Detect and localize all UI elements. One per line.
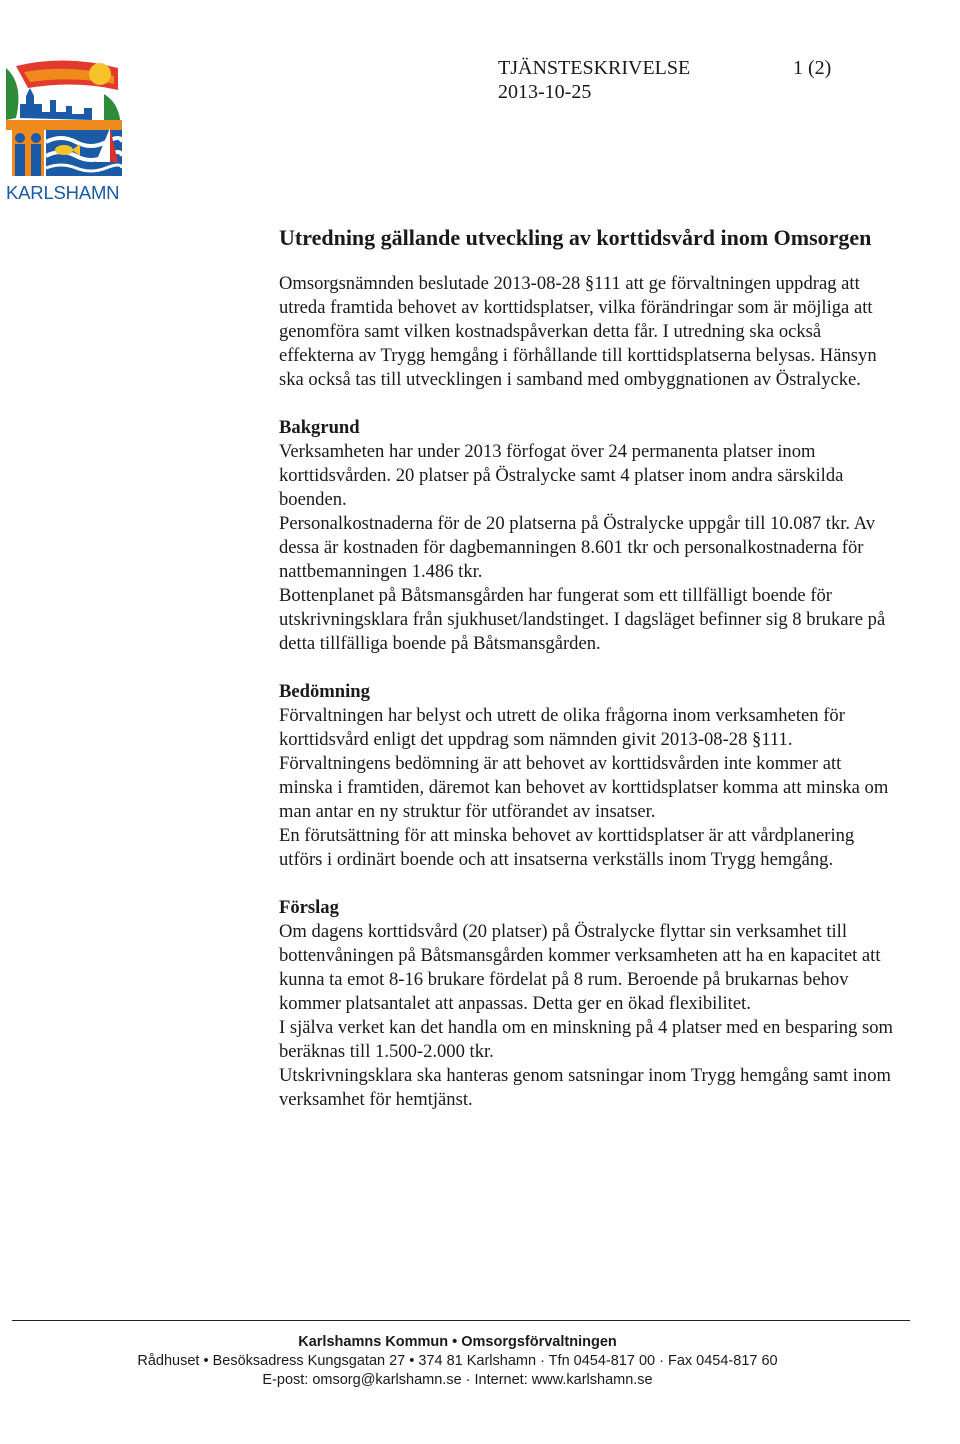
- section-paragraph: Bottenplanet på Båtsmansgården har fungerat som ett tillfälligt boende för utskrivningsklara från sjukhuset/landstinget. I dagsläget befinner sig 8 brukare på detta tillfälliga boende på Båtsmansgården.: [279, 585, 886, 654]
- footer-organization: Karlshamns Kommun • Omsorgsförvaltningen: [298, 1334, 617, 1350]
- page-number: 1 (2): [793, 57, 832, 79]
- document-body: [279, 224, 899, 1112]
- section-heading-bakgrund: Bakgrund: [279, 417, 360, 438]
- footer-address: Rådhuset • Besöksadress Kungsgatan 27 • 374 81 Karlshamn · Tfn 0454-817 00 · Fax 0454-817 60: [137, 1353, 778, 1369]
- document-type: TJÄNSTESKRIVELSE: [498, 57, 691, 79]
- document-title: Utredning gällande utveckling av korttidsvård inom Omsorgen: [279, 225, 872, 250]
- section-paragraph: Verksamheten har under 2013 förfogat över 24 permanenta platser inom korttidsvården. 20 platser på Östralycke samt 4 platser inom andra särskilda boenden.: [279, 441, 844, 510]
- logo-caption: KARLSHAMN: [6, 182, 120, 203]
- section-paragraph: I själva verket kan det handla om en minskning på 4 platser med en besparing som beräknas till 1.500-2.000 tkr.: [279, 1017, 893, 1062]
- section-paragraph: En förutsättning för att minska behovet av korttidsplatser är att vårdplanering utförs i ordinärt boende och att insatserna verkställs inom Trygg hemgång.: [279, 825, 855, 870]
- karlshamn-logo: [6, 58, 124, 204]
- section-paragraph: Om dagens korttidsvård (20 platser) på Östralycke flyttar sin verksamhet till bottenvåningen på Båtsmansgården kommer verksamheten att ha en kapacitet att kunna ta emot 8-16 brukare fördelat på 8 rum. Beroende på brukarnas behov kommer platsantalet att anpassas. Detta ger en ökad flexibilitet.: [279, 921, 881, 1014]
- document-header: [498, 56, 690, 104]
- section-heading-forslag: Förslag: [279, 897, 339, 918]
- footer-contact: E-post: omsorg@karlshamn.se · Internet: www.karlshamn.se: [262, 1372, 653, 1388]
- footer-divider: [12, 1320, 910, 1321]
- section-paragraph: Personalkostnaderna för de 20 platserna på Östralycke uppgår till 10.087 tkr. Av dessa är kostnaden för dagbemanningen 8.601 tkr och personalkostnaderna för nattbemanningen 1.486 tkr.: [279, 513, 876, 582]
- document-date: 2013-10-25: [498, 81, 592, 103]
- intro-paragraph: Omsorgsnämnden beslutade 2013-08-28 §111 att ge förvaltningen uppdrag att utreda framtida behovet av korttidsplatser, vilka förändringar som är möjliga att genomföra samt vilken kostnadspåverkan detta får. I utredning ska också effekterna av Trygg hemgång i förhållande till korttidsplatserna belysas. Hänsyn ska också tas till utvecklingen i samband med ombyggnationen av Östralycke.: [279, 273, 877, 390]
- section-paragraph: Förvaltningens bedömning är att behovet av korttidsvården inte kommer att minska i framtiden, däremot kan behovet av korttidsplatser komma att minska om man antar en ny struktur för utförandet av insatser.: [279, 753, 889, 822]
- karlshamn-emblem-icon: [6, 58, 122, 180]
- section-heading-bedomning: Bedömning: [279, 681, 370, 702]
- section-paragraph: Utskrivningsklara ska hanteras genom satsningar inom Trygg hemgång samt inom verksamhet för hemtjänst.: [279, 1065, 891, 1110]
- footer: [0, 1333, 915, 1390]
- section-paragraph: Förvaltningen har belyst och utrett de olika frågorna inom verksamheten för korttidsvård enligt det uppdrag som nämnden givit 2013-08-28 §111.: [279, 705, 845, 750]
